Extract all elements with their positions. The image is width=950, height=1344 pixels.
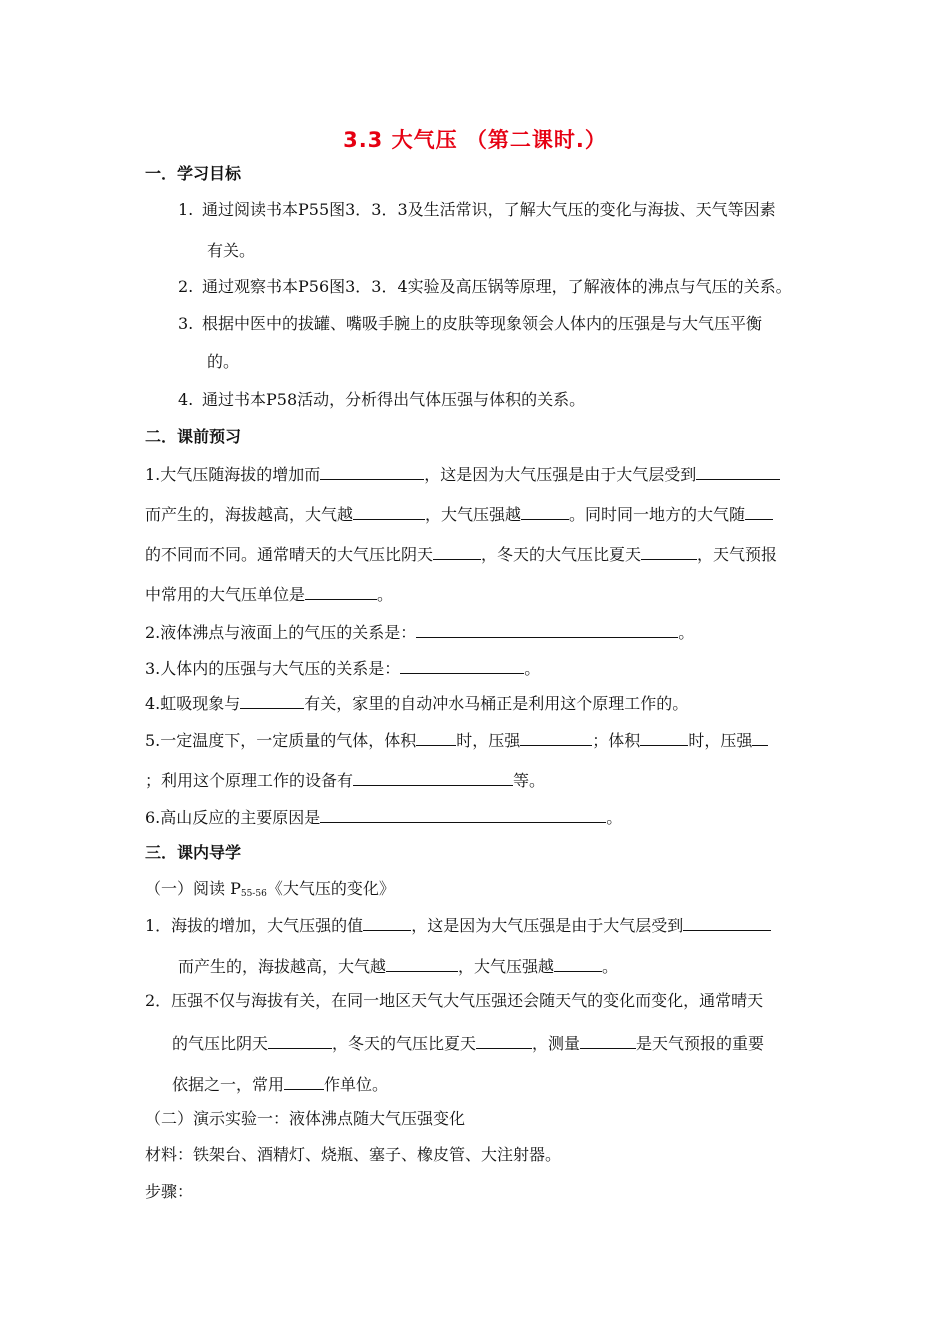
text: 。 bbox=[606, 808, 623, 827]
answer-blank[interactable] bbox=[416, 620, 678, 638]
answer-blank[interactable] bbox=[400, 656, 524, 674]
text: 时，压强 bbox=[456, 731, 521, 750]
answer-blank[interactable] bbox=[580, 1031, 636, 1049]
goal-text: 根据中医中的拔罐、嘴吸手腕上的皮肤等现象领会人体内的压强是与大气压平衡 bbox=[202, 314, 763, 333]
text: 时，压强 bbox=[688, 731, 753, 750]
answer-blank[interactable] bbox=[433, 542, 481, 560]
goal-item-1-cont: 有关。 bbox=[207, 241, 256, 260]
text: 6.高山反应的主要原因是 bbox=[145, 808, 321, 827]
answer-blank[interactable] bbox=[683, 913, 771, 931]
goal-item-4 bbox=[178, 389, 585, 411]
guide-q2-line1: 2．压强不仅与海拔有关，在同一地区天气大气压强还会随天气的变化而变化，通常晴天 bbox=[145, 991, 764, 1010]
text: ，大气压强越 bbox=[425, 505, 522, 524]
goal-item-3 bbox=[178, 313, 762, 335]
guide-q2-line2 bbox=[172, 1031, 764, 1055]
text: 。 bbox=[377, 585, 394, 604]
text: 依据之一，常用 bbox=[172, 1075, 285, 1094]
section-heading-guide: 三．课内导学 bbox=[145, 843, 242, 862]
goal-item-2 bbox=[178, 276, 792, 298]
answer-blank[interactable] bbox=[520, 728, 592, 746]
preview-q5-line2 bbox=[145, 768, 545, 792]
page-range: 55-56 bbox=[240, 889, 267, 899]
goal-text: 通过观察书本P56图3．3．4实验及高压锅等原理，了解液体的沸点与气压的关系。 bbox=[202, 277, 792, 296]
preview-q4 bbox=[145, 691, 688, 715]
text: ，冬天的气压比夏天 bbox=[332, 1034, 477, 1053]
answer-blank[interactable] bbox=[476, 1031, 532, 1049]
text: ，大气压强越 bbox=[458, 957, 555, 976]
preview-q2 bbox=[145, 620, 694, 644]
text: ；利用这个原理工作的设备有 bbox=[145, 771, 354, 790]
answer-blank[interactable] bbox=[696, 462, 780, 480]
preview-q1-line3 bbox=[145, 542, 777, 566]
subsection-demo: （二）演示实验一：液体沸点随大气压强变化 bbox=[145, 1109, 466, 1128]
answer-blank[interactable] bbox=[284, 1072, 324, 1090]
text: ，冬天的大气压比夏天 bbox=[481, 545, 642, 564]
text: 作单位。 bbox=[324, 1075, 389, 1094]
text: 而产生的，海拔越高，大气越 bbox=[178, 957, 387, 976]
page-title: 3.3 大气压 （第二课时.） bbox=[343, 128, 607, 152]
answer-blank[interactable] bbox=[268, 1031, 332, 1049]
text: 有关，家里的自动冲水马桶正是利用这个原理工作的。 bbox=[304, 694, 689, 713]
goal-item-1 bbox=[178, 199, 776, 221]
preview-q1-line2 bbox=[145, 502, 773, 526]
goal-number: 4. bbox=[178, 390, 194, 409]
text: 是天气预报的重要 bbox=[636, 1034, 765, 1053]
answer-blank[interactable] bbox=[745, 502, 773, 520]
text: 的不同而不同。通常晴天的大气压比阴天 bbox=[145, 545, 434, 564]
text: 《大气压的变化》 bbox=[266, 879, 395, 898]
text: 的气压比阴天 bbox=[172, 1034, 269, 1053]
subsection-reading bbox=[145, 878, 395, 905]
text: 。 bbox=[602, 957, 619, 976]
text: 。 bbox=[524, 659, 541, 678]
answer-blank[interactable] bbox=[641, 542, 697, 560]
answer-blank[interactable] bbox=[521, 502, 569, 520]
steps-label: 步骤： bbox=[145, 1182, 194, 1201]
answer-blank[interactable] bbox=[363, 913, 411, 931]
text: 中常用的大气压单位是 bbox=[145, 585, 306, 604]
guide-q2-line3 bbox=[172, 1072, 388, 1096]
goal-number: 3. bbox=[178, 314, 194, 333]
text: ，测量 bbox=[532, 1034, 581, 1053]
answer-blank[interactable] bbox=[353, 502, 425, 520]
guide-q1-line2 bbox=[178, 954, 618, 978]
answer-blank[interactable] bbox=[240, 691, 304, 709]
text: 1.大气压随海拔的增加而 bbox=[145, 465, 321, 484]
answer-blank[interactable] bbox=[353, 768, 513, 786]
text: （一）阅读 P bbox=[145, 879, 241, 898]
answer-blank[interactable] bbox=[640, 728, 688, 746]
goal-text: 通过书本P58活动，分析得出气体压强与体积的关系。 bbox=[202, 390, 586, 409]
section-heading-goals: 一．学习目标 bbox=[145, 164, 242, 183]
goal-item-3-cont: 的。 bbox=[207, 352, 240, 371]
text: 1．海拔的增加，大气压强的值 bbox=[145, 916, 364, 935]
preview-q1-line1 bbox=[145, 462, 780, 486]
goal-text: 通过阅读书本P55图3．3．3及生活常识，了解大气压的变化与海拔、天气等因素 bbox=[202, 200, 776, 219]
text: 。同时同一地方的大气随 bbox=[569, 505, 746, 524]
answer-blank[interactable] bbox=[305, 582, 377, 600]
preview-q1-line4 bbox=[145, 582, 393, 606]
answer-blank[interactable] bbox=[416, 728, 456, 746]
answer-blank[interactable] bbox=[752, 728, 768, 746]
text: 2.液体沸点与液面上的气压的关系是： bbox=[145, 623, 417, 642]
materials-line: 材料：铁架台、酒精灯、烧瓶、塞子、橡皮管、大注射器。 bbox=[145, 1145, 562, 1164]
answer-blank[interactable] bbox=[320, 462, 424, 480]
section-heading-preview: 二．课前预习 bbox=[145, 427, 242, 446]
preview-q5-line1 bbox=[145, 728, 768, 752]
text: ；体积 bbox=[592, 731, 641, 750]
answer-blank[interactable] bbox=[554, 954, 602, 972]
preview-q3 bbox=[145, 656, 540, 680]
text: ，这是因为大气压强是由于大气层受到 bbox=[424, 465, 697, 484]
answer-blank[interactable] bbox=[320, 805, 606, 823]
answer-blank[interactable] bbox=[386, 954, 458, 972]
text: ，天气预报 bbox=[697, 545, 778, 564]
preview-q6 bbox=[145, 805, 622, 829]
goal-number: 2. bbox=[178, 277, 194, 296]
text: 。 bbox=[678, 623, 695, 642]
text: 5.一定温度下，一定质量的气体，体积 bbox=[145, 731, 417, 750]
guide-q1-line1 bbox=[145, 913, 771, 937]
text: 等。 bbox=[513, 771, 546, 790]
text: 4.虹吸现象与 bbox=[145, 694, 241, 713]
goal-number: 1. bbox=[178, 200, 194, 219]
text: 3.人体内的压强与大气压的关系是： bbox=[145, 659, 401, 678]
text: ，这是因为大气压强是由于大气层受到 bbox=[411, 916, 684, 935]
text: 而产生的，海拔越高，大气越 bbox=[145, 505, 354, 524]
